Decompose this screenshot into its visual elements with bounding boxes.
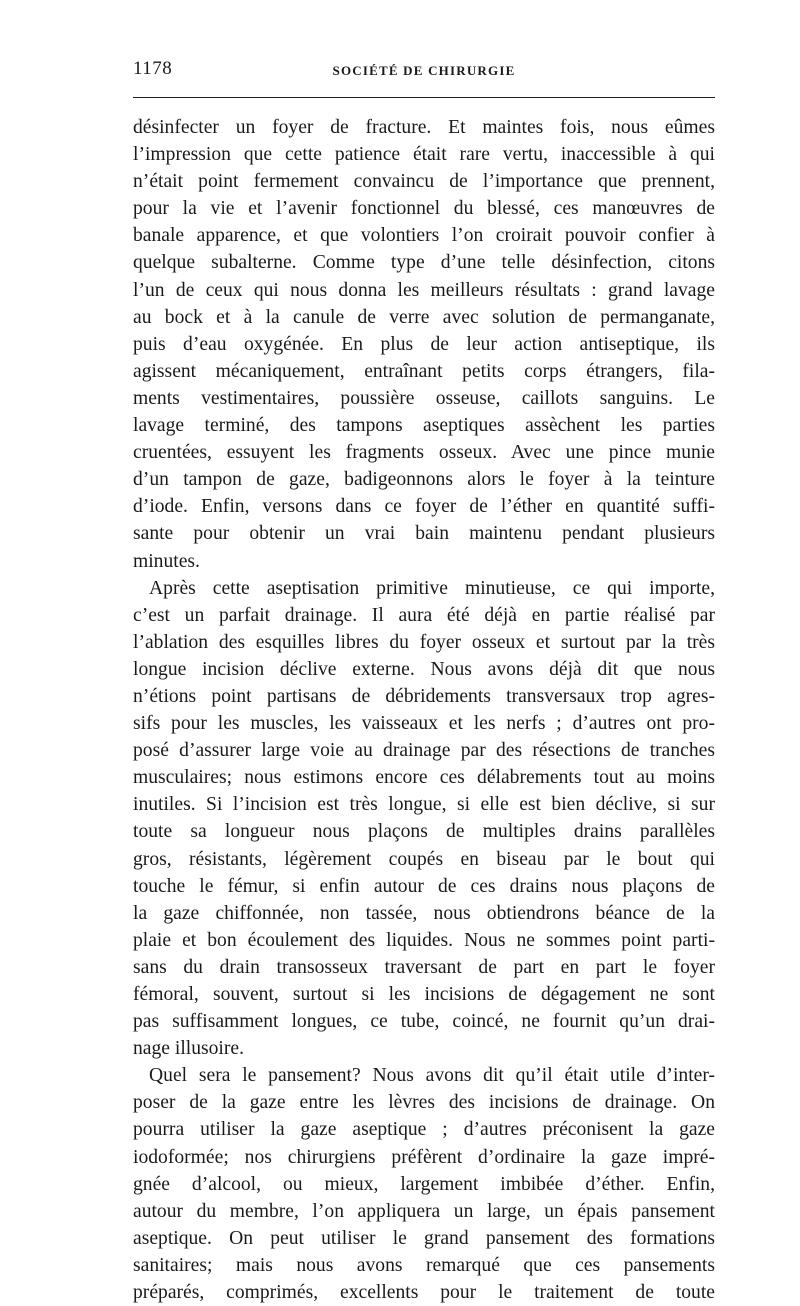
text-line: gros, résistants, légèrement coupés en biseau par le bout qui (133, 848, 715, 870)
text-line: plaie et bon écoulement des liquides. Nous ne sommes point parti- (133, 929, 715, 951)
text-line: sifs pour les muscles, les vaisseaux et les nerfs ; d’autres ont pro- (133, 713, 715, 735)
text-line: pour la vie et l’avenir fonctionnel du blessé, ces manœuvres de (133, 198, 715, 220)
page-number: 1178 (133, 58, 173, 79)
text-line: iodoformée; nos chirurgiens préfèrent d’ordinaire la gaze impré- (133, 1146, 715, 1168)
paragraph (133, 575, 715, 1063)
page-header (133, 58, 715, 88)
text-line: minutes. (133, 550, 200, 572)
text-line: musculaires; nous estimons encore ces délabrements tout au moins (133, 767, 715, 789)
text-line: banale apparence, et que volontiers l’on croirait pouvoir confier à (133, 225, 715, 247)
text-line: sans du drain transosseux traversant de part en part le foyer (133, 956, 715, 978)
text-line: touche le fémur, si enfin autour de ces drains nous plaçons de (133, 875, 715, 897)
text-line: cruentées, essuyent les fragments osseux. Avec une pince munie (133, 442, 715, 464)
text-line: posé d’assurer large voie au drainage par des résections de tranches (133, 740, 715, 762)
text-line: nage illusoire. (133, 1038, 244, 1060)
text-line: agissent mécaniquement, entraînant petits corps étrangers, fila- (133, 360, 715, 382)
paragraph (133, 114, 715, 575)
text-line: pourra utiliser la gaze aseptique ; d’autres préconisent la gaze (133, 1119, 715, 1141)
text-line: l’ablation des esquilles libres du foyer osseux et surtout par la très (133, 631, 715, 653)
text-line: toute sa longueur nous plaçons de multiples drains parallèles (133, 821, 715, 843)
text-line: préparés, comprimés, excellents pour le traitement de toute (133, 1282, 715, 1304)
text-line: autour du membre, l’on appliquera un large, un épais pansement (133, 1200, 715, 1222)
text-line: Après cette aseptisation primitive minutieuse, ce qui importe, (149, 577, 715, 599)
text-line: poser de la gaze entre les lèvres des incisions de drainage. On (133, 1092, 715, 1114)
text-line: au bock et à la canule de verre avec solution de permanganate, (133, 306, 715, 328)
text-line: Quel sera le pansement? Nous avons dit qu’il était utile d’inter- (149, 1065, 715, 1087)
text-line: la gaze chiffonnée, non tassée, nous obtiendrons béance de la (133, 902, 715, 924)
text-line: pas suffisamment longues, ce tube, coincé, ne fournit qu’un drai- (133, 1011, 715, 1033)
body-text (133, 114, 715, 1306)
text-line: l’un de ceux qui nous donna les meilleurs résultats : grand lavage (133, 279, 715, 301)
paragraph (133, 1062, 715, 1306)
text-line: ments vestimentaires, poussière osseuse, caillots sanguins. Le (133, 387, 715, 409)
text-line: sanitaires; mais nous avons remarqué que ces pansements (133, 1254, 715, 1276)
text-line: n’étions point partisans de débridements transversaux trop agres- (133, 685, 715, 707)
text-line: d’iode. Enfin, versons dans ce foyer de l’éther en quantité suffi- (133, 496, 715, 518)
text-line: lavage terminé, des tampons aseptiques assèchent les parties (133, 415, 715, 437)
text-line: quelque subalterne. Comme type d’une telle désinfection, citons (133, 252, 715, 274)
text-line: n’était point fermement convaincu de l’importance que prennent, (133, 171, 715, 193)
text-line: l’impression que cette patience était rare vertu, inaccessible à qui (133, 144, 715, 166)
running-head: SOCIÉTÉ DE CHIRURGIE (332, 63, 516, 78)
text-line: fémoral, souvent, surtout si les incisions de dégagement ne sont (133, 984, 715, 1005)
text-line: longue incision déclive externe. Nous avons déjà dit que nous (133, 658, 715, 680)
text-line: sante pour obtenir un vrai bain maintenu pendant plusieurs (133, 523, 715, 545)
text-line: d’un tampon de gaze, badigeonnons alors le foyer à la teinture (133, 469, 715, 491)
text-line: puis d’eau oxygénée. En plus de leur action antiseptique, ils (133, 333, 715, 355)
text-line: c’est un parfait drainage. Il aura été déjà en partie réalisé par (133, 604, 715, 626)
text-line: gnée d’alcool, ou mieux, largement imbibée d’éther. Enfin, (133, 1173, 715, 1195)
text-line: aseptique. On peut utiliser le grand pansement des formations (133, 1227, 715, 1249)
text-line: inutiles. Si l’incision est très longue, si elle est bien déclive, si sur (133, 794, 715, 816)
header-rule (133, 97, 715, 98)
text-line: désinfecter un foyer de fracture. Et maintes fois, nous eûmes (133, 117, 715, 138)
